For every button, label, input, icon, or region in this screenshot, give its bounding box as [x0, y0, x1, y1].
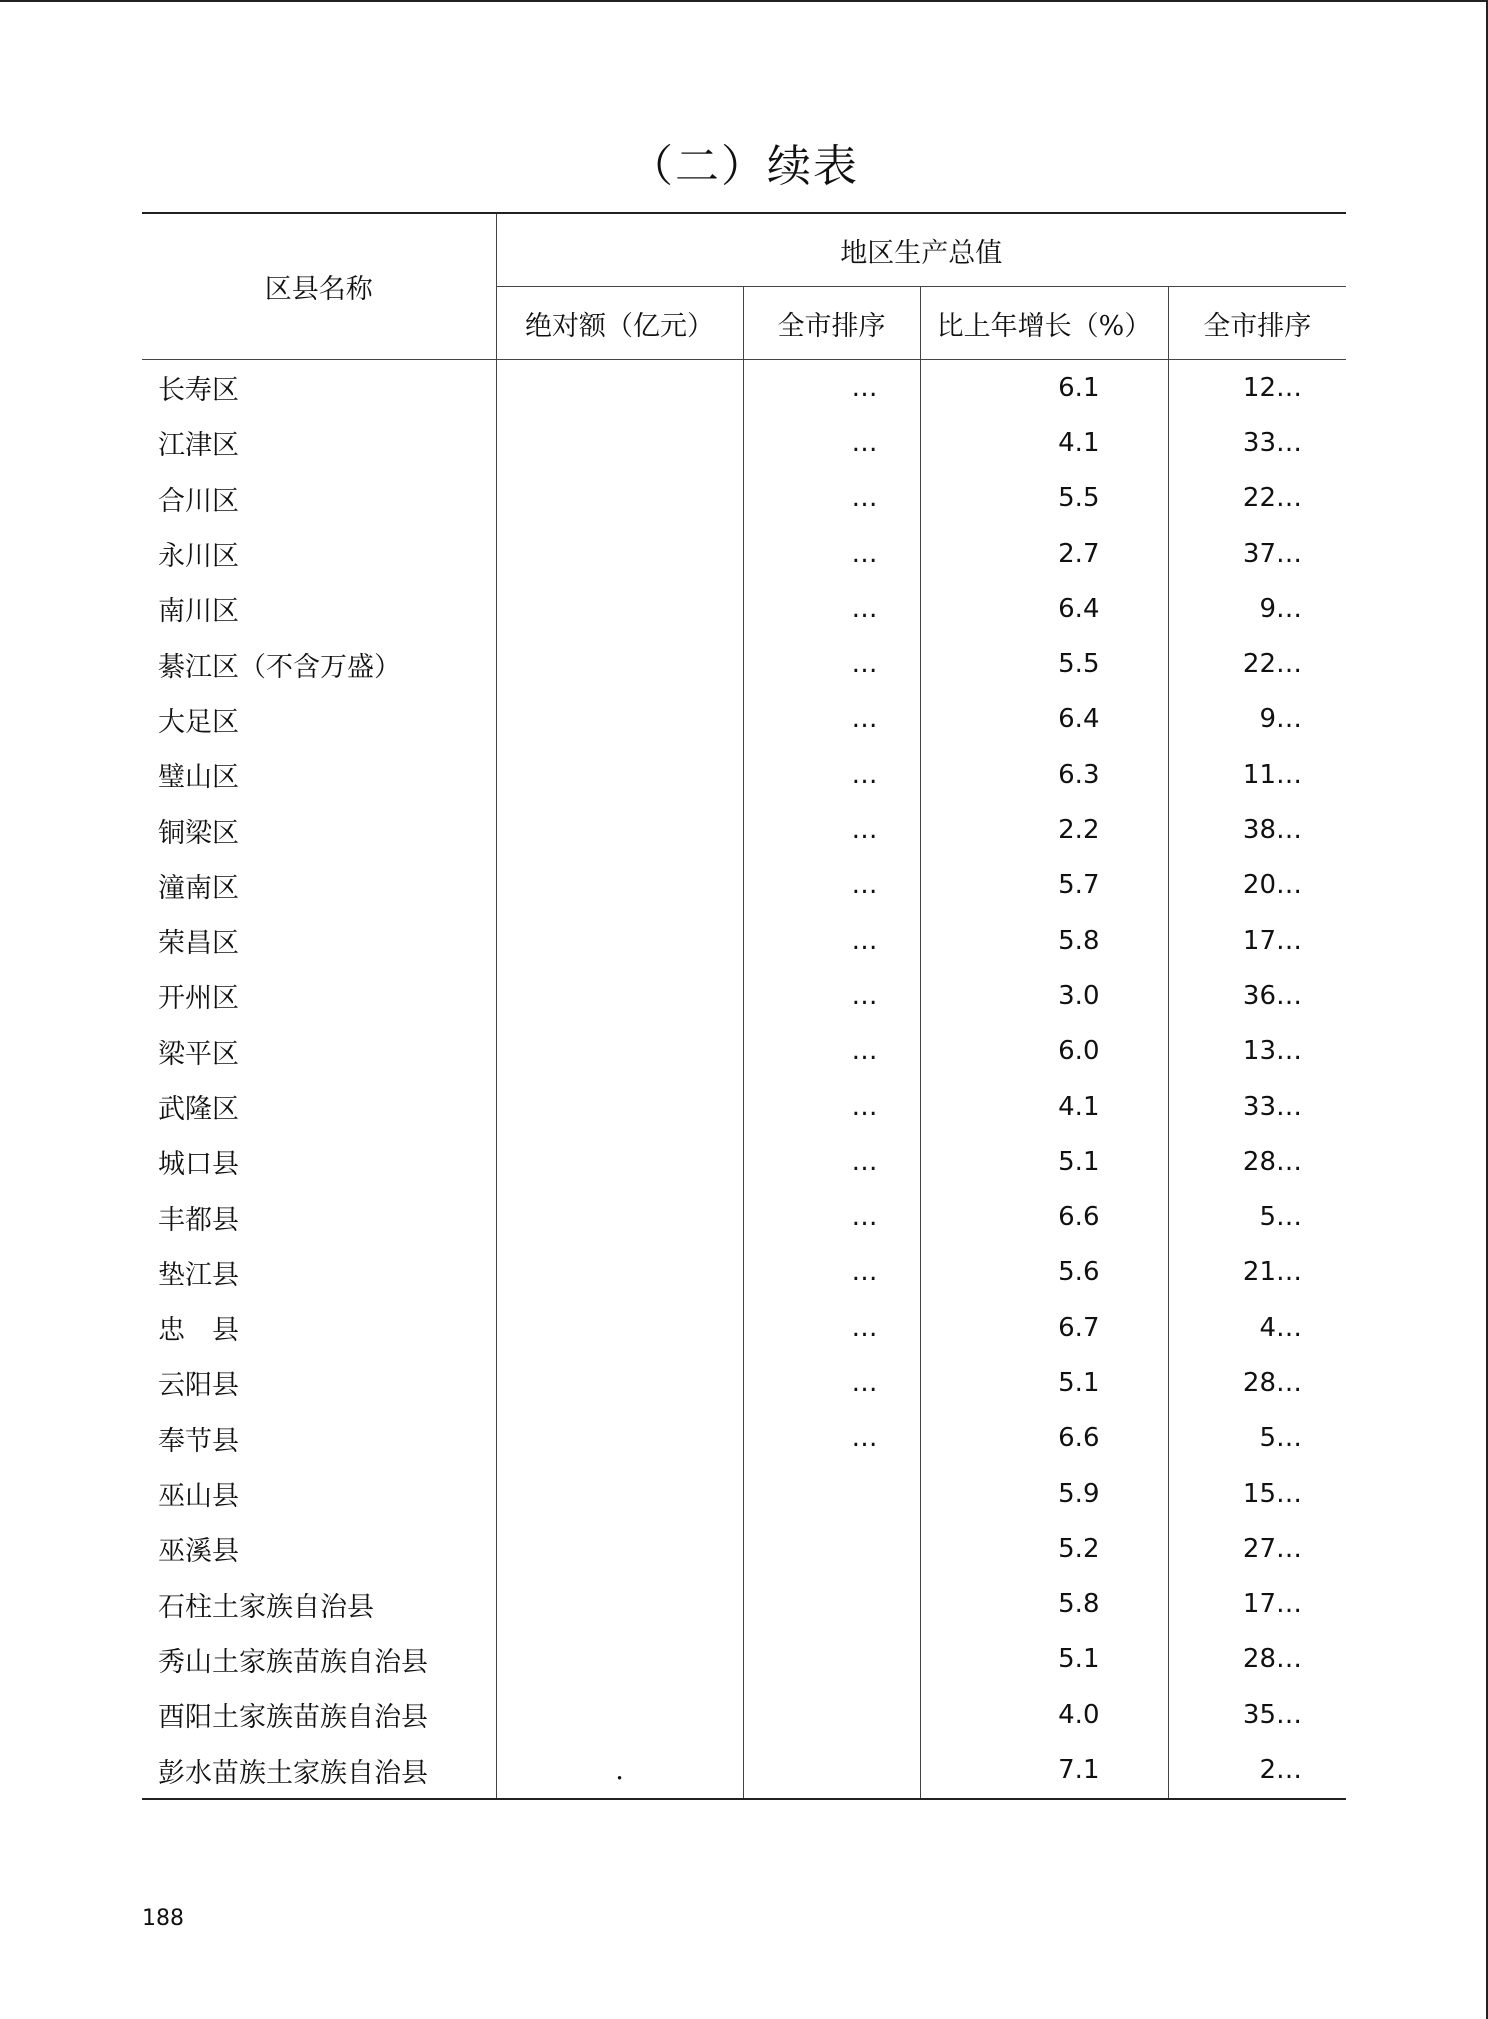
- growth-cell: 5.5: [920, 636, 1168, 691]
- rank-growth-cell: 36…: [1168, 968, 1346, 1023]
- rank-amount-cell: [743, 1466, 920, 1521]
- rank-growth-cell: 33…: [1168, 1079, 1346, 1134]
- growth-cell: 7.1: [920, 1742, 1168, 1798]
- rank-amount-cell: …: [743, 913, 920, 968]
- table-row: [142, 747, 1346, 802]
- table-row: [142, 1300, 1346, 1355]
- rank-amount-cell: [743, 1742, 920, 1798]
- district-name-cell: 潼南区: [158, 872, 239, 904]
- rank-amount-cell: …: [743, 1411, 920, 1466]
- table-row: [142, 360, 1346, 416]
- table-row: [142, 1742, 1346, 1798]
- header-rank-growth: 全市排序: [1168, 287, 1346, 360]
- growth-cell: 6.6: [920, 1189, 1168, 1244]
- table-body: [142, 360, 1346, 1799]
- rank-growth-cell: 22…: [1168, 471, 1346, 526]
- header-absolute-amount: 绝对额（亿元）: [496, 287, 743, 360]
- rank-amount-cell: …: [743, 1355, 920, 1410]
- district-name-cell: 奉节县: [158, 1425, 239, 1457]
- absolute-amount-cell: [496, 1466, 743, 1521]
- absolute-amount-cell: [496, 858, 743, 913]
- rank-growth-cell: 28…: [1168, 1134, 1346, 1189]
- absolute-amount-cell: [496, 1632, 743, 1687]
- absolute-amount-cell: [496, 747, 743, 802]
- rank-amount-cell: …: [743, 1189, 920, 1244]
- district-name-cell: 武隆区: [158, 1094, 239, 1125]
- table-row: [142, 913, 1346, 968]
- absolute-amount-cell: [496, 471, 743, 526]
- absolute-amount-cell: [496, 913, 743, 968]
- gdp-table: [142, 212, 1346, 1800]
- district-name-cell: 巫溪县: [158, 1536, 239, 1568]
- table-row: [142, 1466, 1346, 1521]
- district-name-cell: 江津区: [158, 430, 239, 462]
- growth-cell: 4.0: [920, 1687, 1168, 1742]
- table-row: [142, 692, 1346, 747]
- absolute-amount-cell: .: [496, 1742, 743, 1798]
- district-name-cell: 石柱土家族自治县: [158, 1591, 374, 1623]
- district-name-cell: 巫山县: [158, 1481, 239, 1513]
- rank-growth-cell: 27…: [1168, 1521, 1346, 1576]
- rank-amount-cell: …: [743, 802, 920, 857]
- table-row: [142, 858, 1346, 913]
- header-district: 区县名称: [264, 274, 373, 305]
- growth-cell: 2.2: [920, 802, 1168, 857]
- header-rank-amount: 全市排序: [743, 287, 920, 360]
- absolute-amount-cell: [496, 415, 743, 470]
- district-name-cell: 永川区: [158, 541, 239, 573]
- rank-growth-cell: 21…: [1168, 1245, 1346, 1300]
- growth-cell: 6.7: [920, 1300, 1168, 1355]
- table-row: [142, 581, 1346, 636]
- rank-amount-cell: …: [743, 1300, 920, 1355]
- table-row: [142, 636, 1346, 691]
- district-name-cell: 长寿区: [158, 375, 239, 407]
- rank-growth-cell: 4…: [1168, 1300, 1346, 1355]
- table-row: [142, 1024, 1346, 1079]
- absolute-amount-cell: [496, 526, 743, 581]
- table-row: [142, 471, 1346, 526]
- district-name-cell: 荣昌区: [158, 928, 239, 960]
- rank-amount-cell: …: [743, 1024, 920, 1079]
- rank-amount-cell: …: [743, 415, 920, 470]
- rank-growth-cell: 5…: [1168, 1411, 1346, 1466]
- district-name-cell: 开州区: [158, 983, 239, 1015]
- district-name-cell: 垫江县: [158, 1259, 239, 1291]
- absolute-amount-cell: [496, 1134, 743, 1189]
- rank-growth-cell: 20…: [1168, 858, 1346, 913]
- growth-cell: 5.1: [920, 1632, 1168, 1687]
- district-name-cell: 璧山区: [158, 762, 239, 794]
- growth-cell: 4.1: [920, 1079, 1168, 1134]
- district-name-cell: 城口县: [158, 1149, 239, 1181]
- absolute-amount-cell: [496, 1355, 743, 1410]
- growth-cell: 5.6: [920, 1245, 1168, 1300]
- growth-cell: 5.9: [920, 1466, 1168, 1521]
- rank-growth-cell: 33…: [1168, 415, 1346, 470]
- district-name-cell: 铜梁区: [158, 817, 239, 849]
- growth-cell: 6.0: [920, 1024, 1168, 1079]
- absolute-amount-cell: [496, 1577, 743, 1632]
- page-number: 188: [142, 1906, 184, 1931]
- absolute-amount-cell: [496, 1687, 743, 1742]
- growth-cell: 3.0: [920, 968, 1168, 1023]
- rank-amount-cell: …: [743, 747, 920, 802]
- table-row: [142, 1189, 1346, 1244]
- rank-growth-cell: 9…: [1168, 581, 1346, 636]
- growth-cell: 5.7: [920, 858, 1168, 913]
- rank-amount-cell: …: [743, 526, 920, 581]
- district-name-cell: 秀山土家族苗族自治县: [158, 1646, 428, 1678]
- page-top-border: [0, 0, 1488, 2]
- growth-cell: 2.7: [920, 526, 1168, 581]
- table-row: [142, 415, 1346, 470]
- rank-growth-cell: 5…: [1168, 1189, 1346, 1244]
- rank-amount-cell: …: [743, 360, 920, 416]
- growth-cell: 5.1: [920, 1134, 1168, 1189]
- rank-growth-cell: 9…: [1168, 692, 1346, 747]
- table-row: [142, 1134, 1346, 1189]
- absolute-amount-cell: [496, 802, 743, 857]
- rank-amount-cell: …: [743, 581, 920, 636]
- absolute-amount-cell: [496, 1245, 743, 1300]
- absolute-amount-cell: [496, 1300, 743, 1355]
- rank-growth-cell: 17…: [1168, 913, 1346, 968]
- district-name-cell: 梁平区: [158, 1038, 239, 1070]
- absolute-amount-cell: [496, 1024, 743, 1079]
- absolute-amount-cell: [496, 581, 743, 636]
- district-name-cell: 彭水苗族土家族自治县: [158, 1757, 428, 1789]
- rank-amount-cell: …: [743, 636, 920, 691]
- growth-cell: 4.1: [920, 415, 1168, 470]
- district-name-cell: 忠 县: [158, 1315, 239, 1347]
- growth-cell: 6.4: [920, 692, 1168, 747]
- absolute-amount-cell: [496, 636, 743, 691]
- table-row: [142, 1411, 1346, 1466]
- rank-amount-cell: [743, 1687, 920, 1742]
- rank-growth-cell: 38…: [1168, 802, 1346, 857]
- absolute-amount-cell: [496, 692, 743, 747]
- table-row: [142, 1079, 1346, 1134]
- district-name-cell: 綦江区（不含万盛）: [158, 651, 401, 683]
- table-row: [142, 1245, 1346, 1300]
- rank-growth-cell: 13…: [1168, 1024, 1346, 1079]
- header-growth: 比上年增长（%）: [920, 287, 1168, 360]
- absolute-amount-cell: [496, 968, 743, 1023]
- absolute-amount-cell: [496, 1411, 743, 1466]
- table-row: [142, 1577, 1346, 1632]
- rank-amount-cell: [743, 1577, 920, 1632]
- page-title: （二）续表: [629, 141, 859, 192]
- rank-growth-cell: 15…: [1168, 1466, 1346, 1521]
- table-row: [142, 1355, 1346, 1410]
- absolute-amount-cell: [496, 1521, 743, 1576]
- rank-amount-cell: …: [743, 1134, 920, 1189]
- rank-amount-cell: [743, 1521, 920, 1576]
- growth-cell: 6.4: [920, 581, 1168, 636]
- table-row: [142, 1632, 1346, 1687]
- rank-growth-cell: 11…: [1168, 747, 1346, 802]
- district-name-cell: 酉阳土家族苗族自治县: [158, 1702, 428, 1734]
- rank-growth-cell: 2…: [1168, 1742, 1346, 1798]
- absolute-amount-cell: [496, 1189, 743, 1244]
- rank-amount-cell: …: [743, 968, 920, 1023]
- rank-amount-cell: …: [743, 1079, 920, 1134]
- growth-cell: 6.1: [920, 360, 1168, 416]
- rank-amount-cell: …: [743, 471, 920, 526]
- district-name-cell: 丰都县: [158, 1204, 239, 1236]
- district-name-cell: 云阳县: [158, 1370, 239, 1402]
- growth-cell: 6.6: [920, 1411, 1168, 1466]
- table-row: [142, 1687, 1346, 1742]
- absolute-amount-cell: [496, 360, 743, 416]
- rank-amount-cell: …: [743, 692, 920, 747]
- table-row: [142, 1521, 1346, 1576]
- rank-growth-cell: 35…: [1168, 1687, 1346, 1742]
- growth-cell: 5.8: [920, 913, 1168, 968]
- absolute-amount-cell: [496, 1079, 743, 1134]
- growth-cell: 5.5: [920, 471, 1168, 526]
- rank-growth-cell: 28…: [1168, 1632, 1346, 1687]
- growth-cell: 5.2: [920, 1521, 1168, 1576]
- table-row: [142, 802, 1346, 857]
- rank-growth-cell: 22…: [1168, 636, 1346, 691]
- district-name-cell: 大足区: [158, 706, 239, 738]
- rank-growth-cell: 12…: [1168, 360, 1346, 416]
- growth-cell: 6.3: [920, 747, 1168, 802]
- rank-amount-cell: [743, 1632, 920, 1687]
- growth-cell: 5.1: [920, 1355, 1168, 1410]
- growth-cell: 5.8: [920, 1577, 1168, 1632]
- table-row: [142, 526, 1346, 581]
- rank-growth-cell: 28…: [1168, 1355, 1346, 1410]
- rank-amount-cell: …: [743, 858, 920, 913]
- district-name-cell: 合川区: [158, 485, 239, 517]
- rank-amount-cell: …: [743, 1245, 920, 1300]
- header-gdp-group: 地区生产总值: [496, 213, 1346, 287]
- table-row: [142, 968, 1346, 1023]
- district-name-cell: 南川区: [158, 596, 239, 628]
- rank-growth-cell: 37…: [1168, 526, 1346, 581]
- rank-growth-cell: 17…: [1168, 1577, 1346, 1632]
